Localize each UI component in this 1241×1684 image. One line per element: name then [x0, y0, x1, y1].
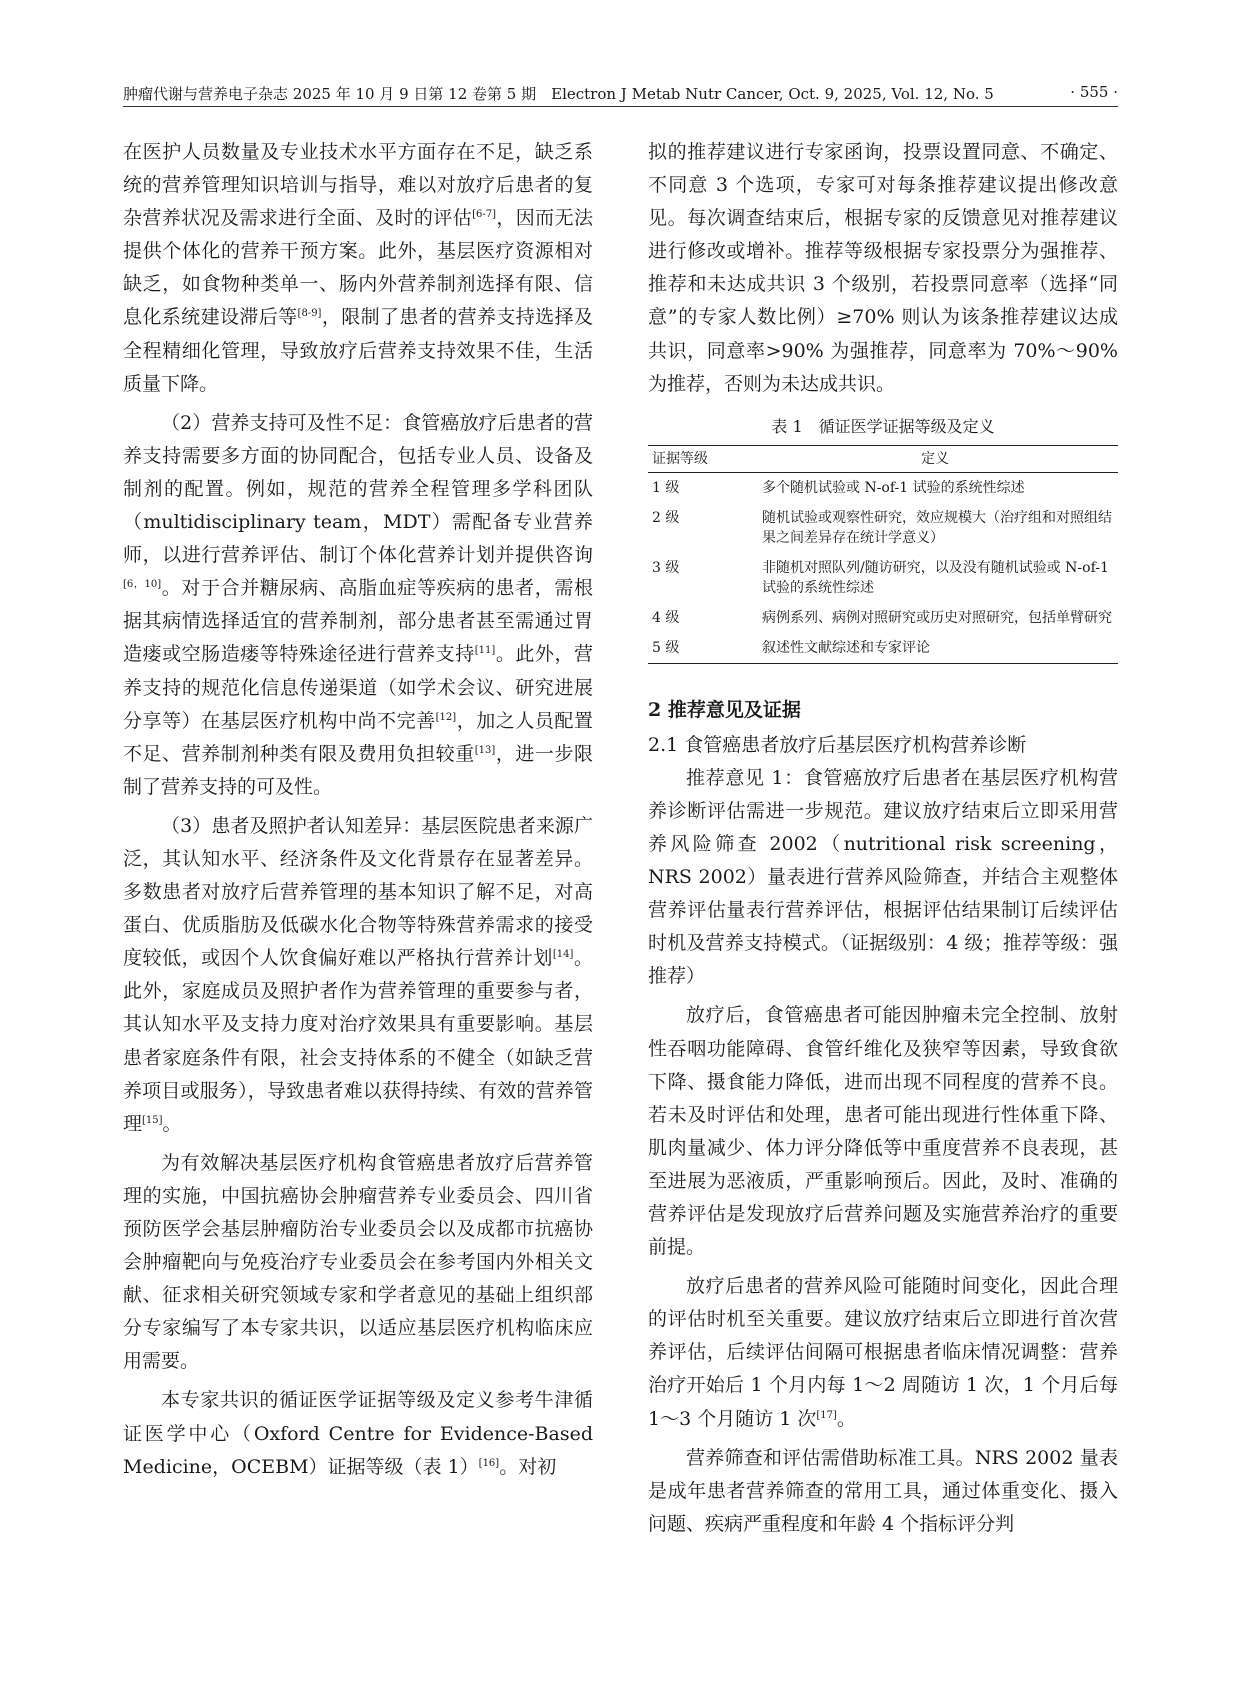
table-row [648, 553, 1118, 603]
citation: [6-7] [472, 209, 496, 221]
evidence-level-table [648, 445, 1118, 664]
table-cell-level: 2 级 [652, 509, 680, 526]
table-row [648, 472, 1118, 503]
journal-citation: 肿瘤代谢与营养电子杂志 2025 年 10 月 9 日第 12 卷第 5 期 Electron J Metab Nutr Cancer, Oct. 9, 2025, Vol. 12, No. 5 [123, 85, 994, 103]
right-column [648, 136, 1118, 1541]
page-number: · 555 · [1070, 83, 1118, 101]
table-row [648, 633, 1118, 664]
citation: [13] [474, 744, 496, 756]
recommendation-1: 推荐意见 1：食管癌放疗后患者在基层医疗机构营养诊断评估需进一步规范。建议放疗结束后立即采用营养风险筛查 2002（nutritional risk screening，NRS 2002）量表进行营养风险筛查，并结合主观整体营养评估量表行营养评估，根据评估结果制订后续评估时机及营养支持模式。（证据级别：4 级；推荐等级：强推荐） [648, 766, 1118, 988]
table-header-definition: 定义 [752, 445, 1118, 472]
section-heading: 2 推荐意见及证据 [648, 698, 801, 721]
paragraph: 在医护人员数量及专业技术水平方面存在不足，缺乏系统的营养管理知识培训与指导，难以对放疗后患者的复杂营养状况及需求进行全面、及时的评估[6-7]，因而无法提供个体化的营养干预方案。此外，基层医疗资源相对缺乏，如食物种类单一、肠内外营养制剂选择有限、信息化系统建设滞后等[8-9]，限制了患者的营养支持选择及全程精细化管理，导致放疗后营养支持效果不佳，生活质量下降。 [123, 141, 593, 395]
paragraph: （2）营养支持可及性不足：食管癌放疗后患者的营养支持需要多方面的协同配合，包括专业人员、设备及制剂的配置。例如，规范的营养全程管理多学科团队（multidisciplinary team，MDT）需配备专业营养师，以进行营养评估、制订个体化营养计划并提供咨询[6，10]。对于合并糖尿病、高脂血症等疾病的患者，需根据其病情选择适宜的营养制剂，部分患者甚至需通过胃造瘘或空肠造瘘等特殊途径进行营养支持[11]。此外，营养支持的规范化信息传递渠道（如学术会议、研究进展分享等）在基层医疗机构中尚不完善[12]，加之人员配置不足、营养制剂种类有限及费用负担较重[13]，进一步限制了营养支持的可及性。 [123, 411, 593, 798]
citation: [14] [552, 949, 574, 961]
citation: [11] [474, 645, 496, 657]
table-cell-definition: 叙述性文献综述和专家评论 [752, 633, 1118, 664]
table-cell-level: 1 级 [652, 479, 680, 496]
table-row [648, 503, 1118, 553]
table-cell-level: 4 级 [652, 609, 680, 626]
paragraph: 放疗后，食管癌患者可能因肿瘤未完全控制、放射性吞咽功能障碍、食管纤维化及狭窄等因素，导致食欲下降、摄食能力降低，进而出现不同程度的营养不良。若未及时评估和处理，患者可能出现进行性体重下降、肌肉量减少、体力评分降低等中重度营养不良表现，甚至进展为恶液质，严重影响预后。因此，及时、准确的营养评估是发现放疗后营养问题及实施营养治疗的重要前提。 [648, 1004, 1118, 1259]
table-cell-definition: 非随机对照队列/随访研究，以及没有随机试验或 N-of-1 试验的系统性综述 [762, 559, 1109, 596]
table-cell-definition: 随机试验或观察性研究，效应规模大（治疗组和对照组结果之间差异存在统计学意义） [762, 509, 1112, 546]
citation: [8-9] [297, 308, 322, 320]
subsection-heading: 2.1 食管癌患者放疗后基层医疗机构营养诊断 [648, 733, 1027, 756]
table-row [648, 603, 1118, 633]
table-header-level: 证据等级 [648, 445, 752, 472]
paragraph: 营养筛查和评估需借助标准工具。NRS 2002 量表是成年患者营养筛查的常用工具，通过体重变化、摄入问题、疾病严重程度和年龄 4 个指标评分判 [648, 1446, 1118, 1535]
table-caption: 表 1 循证医学证据等级及定义 [771, 416, 995, 436]
citation: [6，10] [123, 579, 162, 591]
paragraph: （3）患者及照护者认知差异：基层医院患者来源广泛，其认知水平、经济条件及文化背景存在显著差异。多数患者对放疗后营养管理的基本知识了解不足，对高蛋白、优质脂肪及低碳水化合物等特殊营养需求的接受度较低，或因个人饮食偏好难以严格执行营养计划[14]。此外，家庭成员及照护者作为营养管理的重要参与者，其认知水平及支持力度对治疗效果具有重要影响。基层患者家庭条件有限，社会支持体系的不健全（如缺乏营养项目或服务），导致患者难以获得持续、有效的营养管理[15]。 [123, 814, 593, 1135]
citation: [16] [478, 1457, 500, 1469]
table-cell-definition: 病例系列、病例对照研究或历史对照研究，包括单臂研究 [762, 609, 1112, 626]
running-header [123, 80, 1118, 107]
table-cell-level: 5 级 [648, 633, 752, 664]
paragraph: 拟的推荐建议进行专家函询，投票设置同意、不确定、不同意 3 个选项，专家可对每条推荐建议提出修改意见。每次调查结束后，根据专家的反馈意见对推荐建议进行修改或增补。推荐等级根据专家投票分为强推荐、推荐和未达成共识 3 个级别，若投票同意率（选择“同意”的专家人数比例）≥70% 则认为该条推荐建议达成共识，同意率>90% 为强推荐，同意率为 70%～90% 为推荐，否则为未达成共识。 [648, 141, 1118, 395]
paragraph: 本专家共识的循证医学证据等级及定义参考牛津循证医学中心（Oxford Centre for Evidence-Based Medicine，OCEBM）证据等级（表 1）[16]。对初 [123, 1389, 593, 1478]
paragraph: 为有效解决基层医疗机构食管癌患者放疗后营养管理的实施，中国抗癌协会肿瘤营养专业委员会、四川省预防医学会基层肿瘤防治专业委员会以及成都市抗癌协会肿瘤靶向与免疫治疗专业委员会在参考国内外相关文献、征求相关研究领域专家和学者意见的基础上组织部分专家编写了本专家共识，以适应基层医疗机构临床应用需要。 [123, 1151, 593, 1373]
left-column [123, 136, 593, 1484]
citation: [15] [142, 1114, 163, 1126]
citation: [17] [816, 1409, 837, 1421]
citation: [12] [435, 711, 457, 723]
table-cell-level: 3 级 [652, 559, 680, 576]
table-cell-definition: 多个随机试验或 N-of-1 试验的系统性综述 [762, 479, 1025, 496]
paragraph: 放疗后患者的营养风险可能随时间变化，因此合理的评估时机至关重要。建议放疗结束后立即进行首次营养评估，后续评估间隔可根据患者临床情况调整：营养治疗开始后 1 个月内每 1～2 周随访 1 次，1 个月后每 1～3 个月随访 1 次[17]。 [648, 1275, 1118, 1430]
